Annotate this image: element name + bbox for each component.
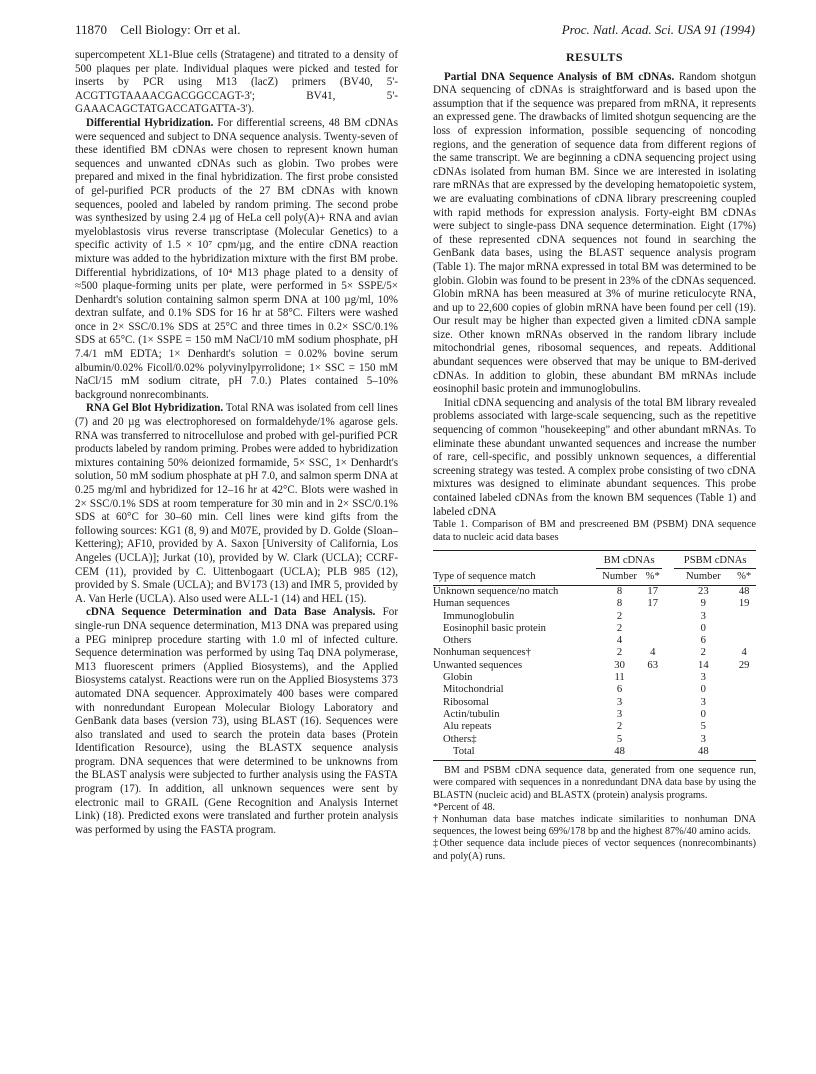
cell-spacer	[662, 647, 674, 659]
footnote-nonhuman: †Nonhuman data base matches indicate similarities to nonhuman DNA sequences, the lowest being 69%/178 bp and the highest 87%/40 amino acids.	[433, 813, 756, 838]
table-row	[433, 611, 756, 623]
cell-spacer	[662, 697, 674, 709]
group-header-bm: BM cDNAs	[596, 551, 662, 568]
paragraph-text: For single-run DNA sequence determination, M13 DNA was prepared using a PEG miniprep procedure starting with 1.0 ml of infected culture. Sequence determination was performed by using Taq DNA polymerase, M13 fluorescent primers (Applied Biosystems), and the Applied Biosystems catalyst. Reactions were run on the Applied Biosystems 373 automated DNA sequencer. Approximately 400 bases were compared with nonredundant European Molecular Biology Laboratory and GenBank data bases (version 73), using BLAST (16). Sequences were also translated and used to search the protein data bases (Protein Identification Resource), using the BLASTX sequence analysis program. DNA sequences that were determined to be unknowns from the BLAST analysis were subjected to further analysis using the FASTA program (17). In addition, all unknown sequences were sent by electronic mail to GRAIL (Gene Recognition and Analysis Internet Link) (18). Predicted exons were translated and further protein analysis was performed by using the FASTA program.	[75, 606, 399, 836]
row-label: Alu repeats	[443, 721, 492, 733]
cell-psbm-number: 6	[700, 635, 706, 647]
column-header-number: Number	[674, 568, 732, 585]
cell-psbm-percent	[732, 684, 756, 696]
row-label: Actin/tubulin	[443, 708, 500, 720]
cell-bm-percent	[643, 684, 662, 696]
right-column	[433, 49, 756, 863]
cell-bm-percent	[643, 697, 662, 709]
cell-psbm-percent: 4	[741, 647, 747, 659]
cell-psbm-number: 0	[700, 622, 706, 634]
footnote-others: ‡Other sequence data include pieces of vector sequences (nonrecombinants) and poly(A) runs.	[433, 838, 756, 862]
run-in-heading: Partial DNA Sequence Analysis of BM cDNAs.	[444, 70, 675, 83]
cell-psbm-percent: 19	[738, 598, 750, 610]
table-header-blank	[433, 551, 596, 568]
cell-psbm-percent	[732, 611, 756, 623]
table-row	[433, 746, 756, 761]
table-row	[433, 672, 756, 684]
table-row	[433, 684, 756, 696]
running-title: Cell Biology: Orr et al.	[120, 22, 241, 37]
row-label: Others‡	[443, 733, 477, 745]
cell-psbm-number: 5	[700, 721, 706, 733]
paragraph-partial-dna	[433, 71, 756, 397]
cell-psbm-number: 48	[674, 746, 732, 761]
page-header	[75, 22, 755, 38]
left-column	[75, 49, 398, 837]
cell-psbm-number: 3	[700, 610, 706, 622]
cell-psbm-number: 3	[700, 696, 706, 708]
cell-bm-percent	[643, 635, 662, 647]
table-note: BM and PSBM cDNA sequence data, generated from one sequence run, were compared with sequences in a nonredundant DNA data base by using the BLASTN (nucleic acid) and BLASTX (protein) analysis programs.	[433, 765, 756, 801]
cell-psbm-percent	[732, 623, 756, 635]
row-label: Globin	[443, 672, 473, 684]
paragraph-differential-hybridization	[75, 117, 398, 402]
row-label: Unwanted sequences	[433, 659, 523, 671]
group-header-psbm: PSBM cDNAs	[674, 551, 756, 568]
data-table	[433, 550, 756, 761]
paragraph-text: For differential screens, 48 BM cDNAs were sequenced and subject to DNA sequence analysis. Twenty-seven of these identified BM cDNAs were chosen to represent known human sequences and unwanted cDNAs such as globin. Two probes were prepared and mixed in the final hybridization. The first probe consisted of gel-purified PCR products of the 27 BM cDNAs with known sequences, pooled and labeled by random priming. The second probe was synthesized by using 2.4 µg of HeLa cell poly(A)+ RNA and avian myeloblastosis virus reverse transcriptase (Molecular Genetics) to a specific activity of 1.5 × 10⁷ cpm/µg, and the entire cDNA reaction mixture was added to the hybridization mixture with the first BM probe. Differential hybridizations, of 10⁴ M13 phage plated to a density of ≈500 plaque-forming units per plate, were performed in 5× SSPE/5× Denhardt's solution containing salmon sperm DNA at 100 µg/ml, 10% dextran sulfate, and 0.1% SDS for 16 hr at 58°C. Filters were washed once in 2× SSC/0.1% SDS at 25°C and three times in 0.2× SSC/0.1% SDS at 65°C. (1× SSPE = 150 mM NaCl/10 mM sodium phosphate, pH 7.4/1 mM EDTA; 1× Denhardt's solution = 0.02% bovine serum albumin/0.02% Ficoll/0.02% polyvinylpyrrolidone; 1× SSC = 150 mM NaCl/15 mM sodium citrate, pH 7.0.) Plates contained 5–10% background nonrecombinants.	[75, 116, 398, 401]
cell-bm-number: 11	[614, 672, 625, 684]
table-row	[433, 647, 756, 659]
row-label: Nonhuman sequences†	[433, 647, 531, 659]
cell-psbm-number: 2	[700, 647, 706, 659]
journal-citation: Proc. Natl. Acad. Sci. USA 91 (1994)	[561, 22, 755, 37]
run-in-heading: Differential Hybridization.	[86, 116, 214, 129]
cell-bm-number: 2	[616, 721, 623, 733]
paragraph-continued: supercompetent XL1-Blue cells (Stratagene) and titrated to a density of 500 plaques per plate. Individual plaques were picked and tested for inserts by PCR using M13 (lacZ) primers (BV40, 5'-ACGTTGTAAAACGACGGCCAGT-3'; BV41, 5'-GAAACAGCTATGACCATGATTA-3').	[75, 49, 398, 116]
cell-psbm-percent	[732, 721, 756, 733]
cell-bm-number: 6	[616, 684, 623, 696]
page-number: 11870	[75, 22, 108, 37]
cell-bm-number: 8	[616, 585, 623, 597]
cell-bm-number: 30	[614, 659, 625, 671]
cell-spacer	[662, 611, 674, 623]
cell-spacer	[662, 660, 674, 672]
cell-bm-percent	[643, 746, 662, 761]
table-row	[433, 585, 756, 598]
paragraph-cdna-sequencing	[75, 606, 398, 837]
table-row	[433, 734, 756, 746]
cell-bm-percent: 4	[650, 647, 656, 659]
row-label: Total	[433, 746, 596, 761]
row-label: Ribosomal	[443, 696, 489, 708]
cell-psbm-percent	[732, 709, 756, 721]
cell-bm-number: 3	[616, 696, 623, 708]
cell-bm-percent: 63	[647, 659, 659, 671]
table-row	[433, 598, 756, 610]
cell-bm-percent	[643, 672, 662, 684]
column-header-type: Type of sequence match	[433, 568, 596, 585]
row-label: Immunoglobulin	[443, 610, 515, 622]
cell-bm-number: 48	[596, 746, 643, 761]
cell-psbm-number: 14	[698, 659, 709, 671]
run-in-heading: cDNA Sequence Determination and Data Base Analysis.	[86, 606, 376, 619]
cell-spacer	[662, 635, 674, 647]
table-body	[433, 585, 756, 760]
column-header-number: Number	[596, 568, 643, 585]
paragraph-rna-gel-blot	[75, 402, 398, 606]
cell-spacer	[662, 684, 674, 696]
column-header-percent: %*	[643, 568, 662, 585]
cell-psbm-number: 0	[700, 708, 706, 720]
cell-bm-percent	[643, 709, 662, 721]
cell-bm-number: 2	[616, 647, 623, 659]
table-row	[433, 709, 756, 721]
cell-psbm-percent	[732, 734, 756, 746]
cell-bm-percent: 17	[647, 585, 659, 597]
row-label: Eosinophil basic protein	[443, 622, 546, 634]
cell-bm-percent	[643, 623, 662, 635]
cell-psbm-percent	[732, 746, 756, 761]
header-left	[75, 22, 241, 38]
cell-bm-number: 3	[616, 708, 623, 720]
row-label: Others	[443, 635, 472, 647]
table-row	[433, 660, 756, 672]
cell-bm-number: 2	[616, 622, 623, 634]
cell-spacer	[662, 598, 674, 610]
cell-psbm-number: 3	[700, 672, 706, 684]
cell-psbm-number: 3	[700, 733, 706, 745]
table-row	[433, 635, 756, 647]
cell-bm-percent: 17	[647, 598, 659, 610]
table-row	[433, 697, 756, 709]
cell-psbm-percent	[732, 672, 756, 684]
paragraph-text: Total RNA was isolated from cell lines (7) and 20 µg was electrophoresed on formaldehyde/1% agarose gels. RNA was transferred to nitrocellulose and probed with gel-purified PCR products labeled by random priming. Probes were added to hybridization mixtures containing 50% deionized formamide, 5× SSC, 1× Denhardt's solution, 50 mM sodium phosphate at pH 7.0, and salmon sperm DNA at 0.25 mg/ml and hybridized for 12–16 hr at 42°C. Blots were washed in 2× SSC/0.1% SDS at room temperature for 30 min and in 2× SSC/0.1% SDS at 60°C for 30–60 min. Cell lines were kind gifts from the following sources: KG1 (8, 9) and M07E, provided by D. Golde (Sloan–Kettering); AF10, provided by A. Saxon [University of California, Los Angeles (UCLA)]; Jurkat (10), provided by W. Clark (UCLA); CCRF-CEM (11), provided by C. Uittenbogaart (UCLA); PLB 985 (12), provided by S. Smale (UCLA); and BV173 (13) and IMR 5, provided by A. Van Herle (UCLA). Also used were ALL-1 (14) and HEL (15).	[75, 402, 398, 605]
cell-bm-percent	[643, 611, 662, 623]
section-title: RESULTS	[565, 50, 624, 64]
cell-psbm-number: 0	[700, 684, 706, 696]
cell-bm-number: 2	[616, 610, 623, 622]
paragraph-initial-cdna: Initial cDNA sequencing and analysis of the total BM library revealed problems associated with large-scale sequencing, such as the repetitive sequencing of common "housekeeping" and other abundant mRNAs. To eliminate these abundant unwanted sequences and increase the number of rare, cell-specific, and possibly unknown sequences, a differential screening strategy was tested. A complex probe consisting of two cDNA mixtures was designed to eliminate abundant sequences. This probe contained labeled cDNAs from the known BM sequences (Table 1) and labeled cDNA	[433, 396, 756, 518]
cell-psbm-number: 9	[700, 598, 706, 610]
table-row	[433, 623, 756, 635]
cell-bm-percent	[643, 721, 662, 733]
row-label: Unknown sequence/no match	[433, 585, 559, 597]
paragraph-text: Random shotgun DNA sequencing of cDNAs is straightforward and is based upon the assumption that if the sequence was prepared from mRNA, it represents an expressed gene. The drawbacks of limited shotgun sequencing are the loss of expression information, possible sequencing of noncoding regions, and the generation of sequence data from different regions of the same transcript. We are beginning a cDNA sequencing project using cDNAs isolated from human BM. Since we are interested in isolating rare mRNAs that are expressed by the developing hematopoietic system, we are evaluating combinations of cDNA library prescreening coupled with rapid methods for expression analysis. Forty-eight BM cDNAs were subject to single-pass DNA sequence determination. Eight (17%) of these represented cDNA sequences not found in searching the GenBank data bases, using the BLAST sequence analysis program (Table 1). The major mRNA expressed in total BM was determined to be globin. Globin was found to be present in 23% of the cDNAs sequenced. Globin mRNA has been measured at 3% of murine reticulocyte RNA, and up to 22,600 copies of globin mRNA have been found per cell (19). Our result may be higher than expected given a limited cDNA sample size. Other known mRNAs observed in the random library include mitochondrial genes, ribosomal sequences, and repeats. Additional abundant sequences were observed that may be unique to BM-derived cDNAs. In addition to globin, these abundant BM mRNAs include eosinophil basic protein and immunoglobulins.	[433, 70, 756, 396]
cell-bm-number: 8	[616, 598, 623, 610]
cell-spacer	[662, 672, 674, 684]
cell-spacer	[662, 709, 674, 721]
column-header-percent: %*	[732, 568, 756, 585]
cell-bm-number: 4	[616, 635, 623, 647]
footnote-percent: *Percent of 48.	[433, 801, 495, 813]
cell-psbm-percent	[732, 635, 756, 647]
table-caption: Table 1. Comparison of BM and prescreened BM (PSBM) DNA sequence data to nucleic acid data bases	[433, 519, 756, 543]
table-notes	[433, 765, 756, 863]
cell-spacer	[662, 721, 674, 733]
cell-bm-number: 5	[616, 733, 623, 745]
row-label: Human sequences	[433, 598, 510, 610]
cell-bm-percent	[643, 734, 662, 746]
cell-psbm-percent	[732, 697, 756, 709]
cell-psbm-number: 23	[698, 585, 709, 597]
table-row	[433, 721, 756, 733]
cell-spacer	[662, 623, 674, 635]
cell-psbm-percent: 29	[738, 659, 750, 671]
cell-spacer	[662, 746, 674, 761]
cell-spacer	[662, 734, 674, 746]
run-in-heading: RNA Gel Blot Hybridization.	[86, 402, 224, 415]
cell-spacer	[662, 585, 674, 598]
row-label: Mitochondrial	[443, 684, 504, 696]
cell-psbm-percent: 48	[738, 585, 750, 597]
